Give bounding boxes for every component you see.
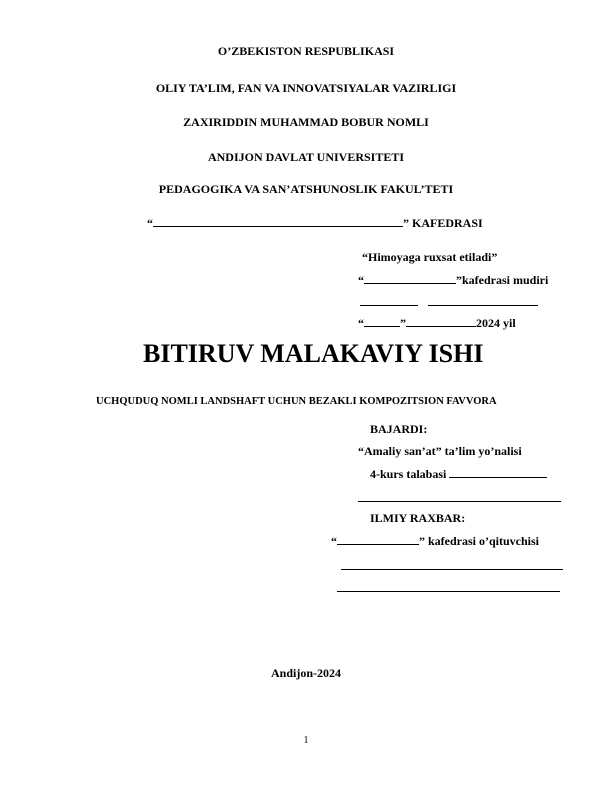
approval-head-line xyxy=(358,272,548,287)
approval-permission: “Himoyaga ruxsat etiladi” xyxy=(362,250,498,264)
supervisor-suffix: ” kafedrasi o’qituvchisi xyxy=(419,534,540,548)
date-month-blank xyxy=(406,315,476,327)
city-year: Andijon-2024 xyxy=(270,666,341,680)
signature-blank xyxy=(360,294,418,306)
performer-extra-blank xyxy=(358,490,561,502)
supervisor-open-quote: “ xyxy=(331,534,337,548)
department-suffix: ” KAFEDRASI xyxy=(403,216,483,230)
date-mid-quote: ” xyxy=(400,316,406,330)
thesis-topic: UCHQUDUQ NOMLI LANDSHAFT UCHUN BEZAKLI KOMPOZITSION FAVVORA xyxy=(96,396,497,407)
student-name-blank xyxy=(449,466,547,478)
faculty-heading: PEDAGOGIKA VA SAN’ATSHUNOSLIK FAKUL’TETI xyxy=(158,182,454,196)
performer-heading: BAJARDI: xyxy=(370,422,428,436)
supervisor-extra-line xyxy=(337,580,560,595)
date-year: 2024 yil xyxy=(476,316,516,330)
approval-signature-line xyxy=(360,294,538,309)
university-heading-line1: ZAXIRIDDIN MUHAMMAD BOBUR NOMLI xyxy=(183,115,429,129)
date-day-blank xyxy=(364,315,400,327)
student-label: 4-kurs talabasi xyxy=(370,467,450,481)
supervisor-department-line xyxy=(331,533,539,548)
supervisor-name-line xyxy=(341,558,563,573)
date-open-quote: “ xyxy=(358,316,364,330)
department-open-quote: “ xyxy=(147,216,153,230)
head-open-quote: “ xyxy=(358,273,364,287)
ministry-heading: OLIY TA’LIM, FAN VA INNOVATSIYALAR VAZIRLIGI xyxy=(155,81,457,95)
performer-student-line xyxy=(370,466,547,481)
page-number: 1 xyxy=(303,735,309,746)
supervisor-extra-blank xyxy=(337,580,560,592)
approval-date-line xyxy=(358,315,516,330)
supervisor-name-blank xyxy=(341,558,563,570)
country-heading: O’ZBEKISTON RESPUBLIKASI xyxy=(217,44,395,58)
department-line xyxy=(147,215,483,230)
document-title: BITIRUV MALAKAVIY ISHI xyxy=(143,339,484,368)
supervisor-department-blank xyxy=(337,533,419,545)
head-name-blank xyxy=(428,294,538,306)
head-department-blank xyxy=(364,272,456,284)
university-heading-line2: ANDIJON DAVLAT UNIVERSITETI xyxy=(207,150,405,164)
department-name-blank xyxy=(153,215,403,227)
head-suffix: ”kafedrasi mudiri xyxy=(456,273,549,287)
performer-direction: “Amaliy san’at” ta’lim yo’nalisi xyxy=(358,444,522,458)
supervisor-heading: ILMIY RAXBAR: xyxy=(370,511,466,525)
performer-extra-line xyxy=(358,490,561,505)
